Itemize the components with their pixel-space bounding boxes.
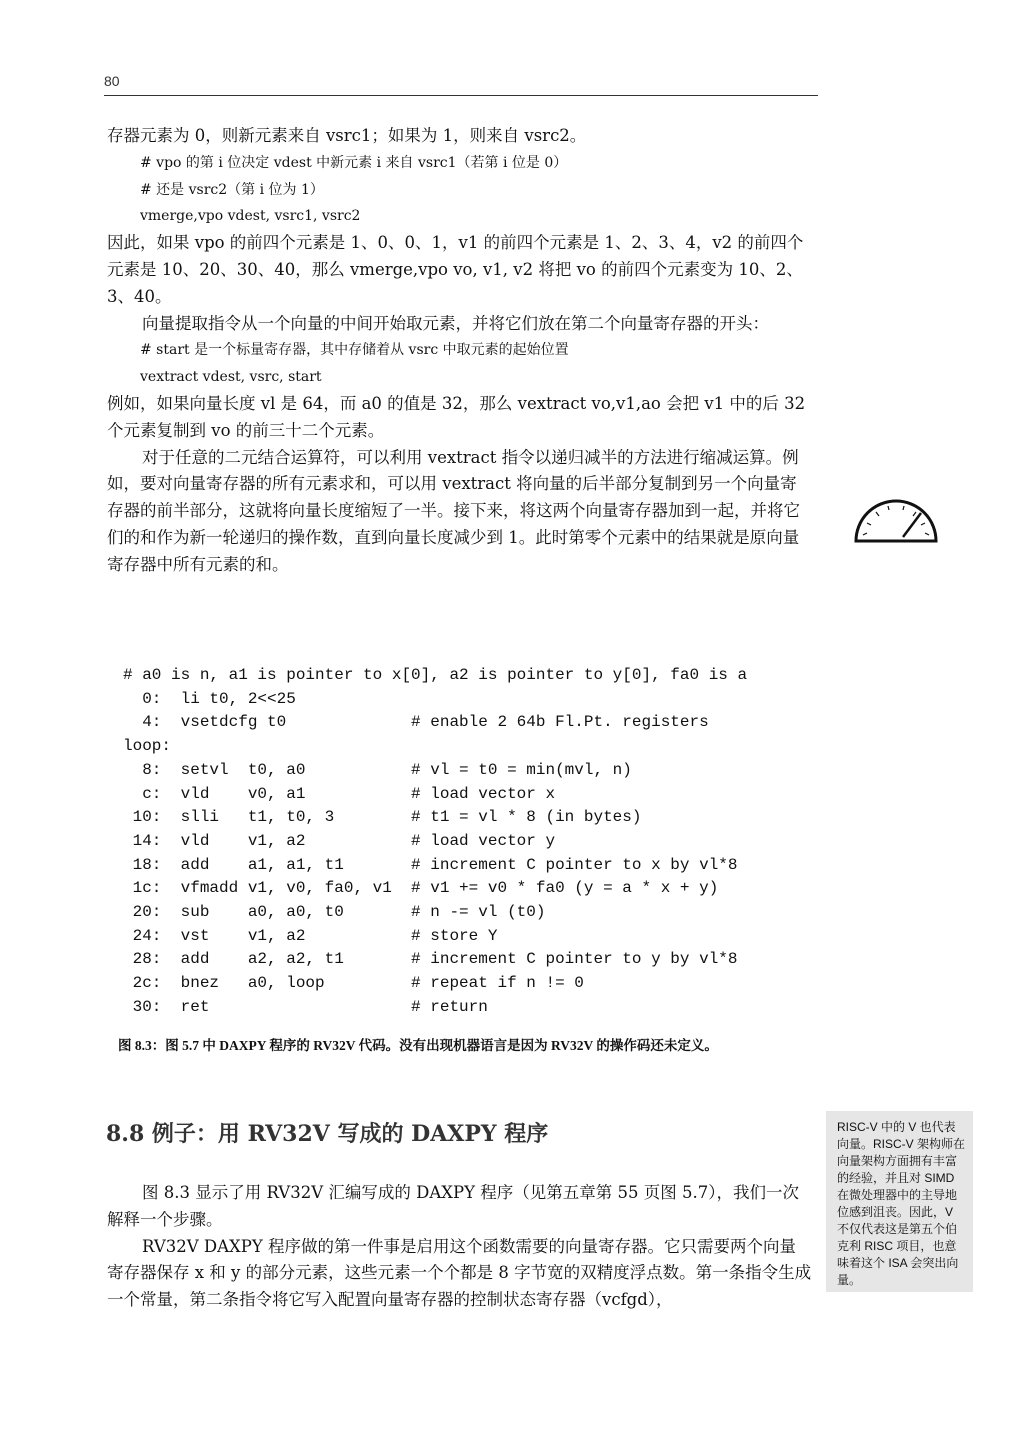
section-heading: 8.8 例子：用 RV32V 写成的 DAXPY 程序 xyxy=(106,1121,549,1147)
paragraph: 存器元素为 0，则新元素来自 vsrc1；如果为 1，则来自 vsrc2。 xyxy=(107,126,587,145)
sidebar-note xyxy=(826,1111,973,1292)
paragraph: 例如，如果向量长度 vl 是 64，而 a0 的值是 32，那么 vextract vo,v1,ao 会把 v1 中的后 32 个元素复制到 vo 的前三十二个元素。 xyxy=(107,393,806,440)
code-line: 10: slli t1, t0, 3 # t1 = vl * 8 (in bytes) xyxy=(123,808,642,827)
code-line: 30: ret # return xyxy=(123,997,488,1016)
code-line: 14: vld v1, a2 # load vector y xyxy=(123,831,556,850)
code-line: 1c: vfmadd v1, v0, fa0, v1 # v1 += v0 * fa0 (y = a * x + y) xyxy=(123,879,719,898)
body-text-top xyxy=(107,123,812,579)
gauge-icon xyxy=(853,497,939,547)
paragraph: 因此，如果 vpo 的前四个元素是 1、0、0、1，v1 的前四个元素是 1、2、3、4，v2 的前四个元素是 10、20、30、40，那么 vmerge,vpo vo, v1, v2 将把 vo 的前四个元素变为 10、2、3、40。 xyxy=(107,233,804,306)
code-comment: # vpo 的第 i 位决定 vdest 中新元素 i 来自 vsrc1（若第 i 位是 0） xyxy=(140,154,568,171)
code-line: loop: xyxy=(123,737,172,756)
figure-caption: 图 8.3：图 5.7 中 DAXPY 程序的 RV32V 代码。没有出现机器语言是因为 RV32V 的操作码还未定义。 xyxy=(118,1038,718,1053)
code-line: 2c: bnez a0, loop # repeat if n != 0 xyxy=(123,974,584,993)
code-line: 0: li t0, 2<<25 xyxy=(123,689,296,708)
body-text-section xyxy=(107,1180,812,1314)
paragraph: 对于任意的二元结合运算符，可以利用 vextract 指令以递归减半的方法进行缩减运算。例如，要对向量寄存器的所有元素求和，可以用 vextract 将向量的后半部分复制到另一个向量寄存器的前半部分，这就将向量长度缩短了一半。接下来，将这两个向量寄存器加到一起，并将它们的和作为新一轮递归的操作数，直到向量长度减少到 1。此时第零个元素中的结果就是原向量寄存器中所有元素的和。 xyxy=(107,447,800,574)
code-comment: # start 是一个标量寄存器，其中存储着从 vsrc 中取元素的起始位置 xyxy=(140,342,569,359)
code-line: 28: add a2, a2, t1 # increment C pointer to y by vl*8 xyxy=(123,950,738,969)
code-line: vextract vdest, vsrc, start xyxy=(140,369,322,386)
code-line: 8: setvl t0, a0 # vl = t0 = min(mvl, n) xyxy=(123,760,632,779)
code-line: 20: sub a0, a0, t0 # n -= vl (t0) xyxy=(123,903,546,922)
code-comment: # 还是 vsrc2（第 i 位为 1） xyxy=(140,181,324,198)
code-line: vmerge,vpo vdest, vsrc1, vsrc2 xyxy=(140,208,361,225)
paragraph: RV32V DAXPY 程序做的第一件事是启用这个函数需要的向量寄存器。它只需要两个向量寄存器保存 x 和 y 的部分元素，这些元素一个个都是 8 字节宽的双精度浮点数。第一条指令生成一个常量，第二条指令将它写入配置向量寄存器的控制状态寄存器（vcfgd）， xyxy=(107,1236,812,1310)
header-rule xyxy=(104,95,818,96)
paragraph: 图 8.3 显示了用 RV32V 汇编写成的 DAXPY 程序（见第五章第 55 页图 5.7），我们一次解释一个步骤。 xyxy=(107,1183,799,1229)
code-line: 24: vst v1, a2 # store Y xyxy=(123,926,498,945)
code-line: 18: add a1, a1, t1 # increment C pointer to x by vl*8 xyxy=(123,855,738,874)
sidebar-text: RISC-V 中的 V 也代表向量。RISC-V 架构师在向量架构方面拥有丰富的经验，并且对 SIMD 在微处理器中的主导地位感到沮丧。因此，V 不仅代表这是第五个伯克利 RISC 项目，也意味着这个 ISA 会突出向量。 xyxy=(837,1120,966,1287)
page-number: 80 xyxy=(104,73,120,89)
code-line: 4: vsetdcfg t0 # enable 2 64b Fl.Pt. registers xyxy=(123,713,709,732)
code-line: # a0 is n, a1 is pointer to x[0], a2 is pointer to y[0], fa0 is a xyxy=(123,666,748,684)
code-listing xyxy=(123,664,747,1020)
code-line: c: vld v0, a1 # load vector x xyxy=(123,784,556,803)
paragraph: 向量提取指令从一个向量的中间开始取元素，并将它们放在第二个向量寄存器的开头： xyxy=(142,313,769,333)
